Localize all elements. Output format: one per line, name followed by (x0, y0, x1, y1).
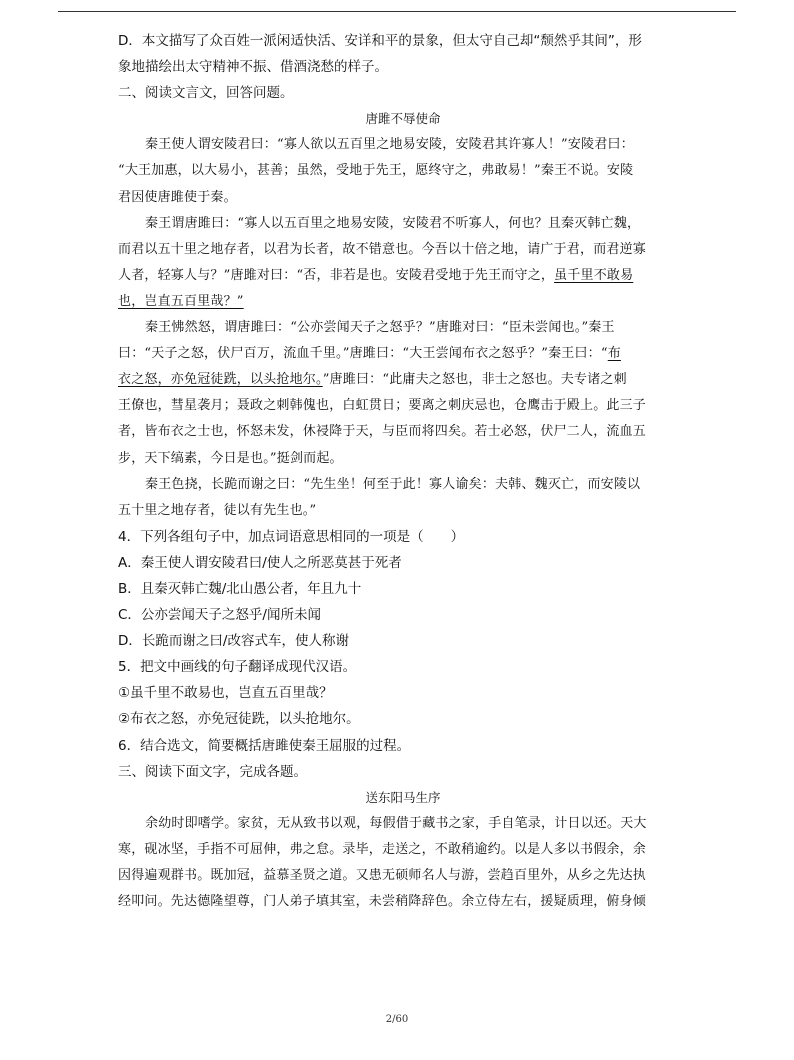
passage-line: 余幼时即嗜学。家贫，无从致书以观，每假借于藏书之家，手自笔录，计日以还。天大 (145, 815, 647, 831)
header-rule (58, 11, 736, 12)
passage-line: “大王加惠，以大易小，甚善；虽然，受地于先王，愿终守之，弗敢易！”秦王不说。安陵 (118, 163, 634, 179)
passage-line: 秦王谓唐雎曰：“寡人以五百里之地易安陵，安陵君不听寡人，何也？且秦灭韩亡魏， (145, 215, 641, 231)
passage-title: 送东阳马生序 (365, 789, 441, 805)
passage-title: 唐雎不辱使命 (365, 111, 441, 127)
section-heading: 二、阅读文言文，回答问题。 (118, 85, 294, 102)
passage-line: 寒，砚冰坚，手指不可屈伸，弗之怠。录毕，走送之，不敢稍逾约。以是人多以书假余，余 (118, 841, 647, 857)
question-4: 4．下列各组句子中，加点词语意思相同的一项是（ ） (118, 528, 465, 545)
passage-text: 人者，轻寡人与？”唐雎对曰：“否，非若是也。安陵君受地于先王而守之， (118, 267, 555, 283)
page-number: 2/60 (385, 1014, 409, 1025)
underlined-sentence: 衣之怒，亦免冠徒跣，以头抢地尔。 (118, 372, 323, 388)
passage-line: 秦王使人谓安陵君曰：“寡人欲以五百里之地易安陵，安陵君其许寡人！”安陵君曰： (145, 137, 634, 153)
question-6: 6．结合选文，简要概括唐雎使秦王屈服的过程。 (118, 737, 411, 754)
passage-text: ”唐雎曰：“此庸夫之怒也，非士之怒也。夫专诸之刺 (322, 372, 627, 388)
passage-line: 因得遍观群书。既加冠，益慕圣贤之道。又患无硕师名人与游，尝趋百里外，从乡之先达执 (118, 868, 647, 883)
passage-line (118, 263, 688, 289)
underlined-sentence: 虽千里不敢易 (554, 267, 634, 283)
passage-line: 君因使唐雎使于秦。 (118, 189, 237, 205)
passage-text: 曰：“天子之怒，伏尸百万，流血千里。”唐雎曰：“大王尝闻布衣之怒乎？”秦王曰：“ (118, 346, 608, 362)
passage-line: 王僚也，彗星袭月；聂政之刺韩傀也，白虹贯日；要离之刺庆忌也，仓鹰击于殿上。此三子 (118, 398, 647, 414)
question-option: A．秦王使人谓安陵君曰/使人之所恶莫甚于死者 (118, 554, 402, 571)
option-d-line: D．本文描写了众百姓一派闲适快活、安详和平的景象，但太守自己却“颓然乎其间”，形 (118, 33, 642, 49)
underlined-sentence: 也，岂直五百里哉？” (118, 293, 244, 309)
passage-line: 经叩问。先达德隆望尊，门人弟子填其室，未尝稍降辞色。余立侍左右，援疑质理，俯身倾 (118, 894, 647, 910)
option-d-line: 象地描绘出太守精神不振、借酒浇愁的样子。 (118, 59, 388, 76)
document-body (118, 28, 688, 915)
underlined-sentence: 布 (607, 346, 621, 362)
question-option: C．公亦尝闻天子之怒乎/闻所未闻 (118, 607, 321, 624)
question-option: B．且秦灭韩亡魏/北山愚公者，年且九十 (118, 580, 362, 597)
passage-line: 秦王色挠，长跪而谢之曰：“先生坐！何至于此！寡人谕矣：夫韩、魏灭亡，而安陵以 (145, 476, 641, 492)
passage-line: 秦王怫然怒，谓唐雎曰：“公亦尝闻天子之怒乎？”唐雎对曰：“臣未尝闻也。”秦王 (145, 320, 615, 336)
passage-line (118, 341, 688, 367)
question-5-item: ①虽千里不敢易也，岂直五百里哉？ (118, 685, 333, 702)
passage-line: 五十里之地存者，徒以有先生也。” (118, 502, 317, 518)
question-5-item: ②布衣之怒，亦免冠徒跣，以头抢地尔。 (118, 711, 360, 728)
passage-line (118, 367, 688, 393)
section-heading: 三、阅读下面文字，完成各题。 (118, 763, 307, 780)
question-5: 5．把文中画线的句子翻译成现代汉语。 (118, 659, 357, 676)
passage-line: 步，天下缟素，今日是也。”挺剑而起。 (118, 450, 343, 466)
passage-line: 而君以五十里之地存者，以君为长者，故不错意也。今吾以十倍之地，请广于君，而君逆寡 (118, 241, 647, 257)
question-option: D．长跪而谢之曰/改容式车，使人称谢 (118, 633, 349, 650)
passage-line (118, 289, 688, 315)
passage-line: 者，皆布衣之士也，怀怒未发，休祲降于天，与臣而将四矣。若士必怒，伏尸二人，流血五 (118, 424, 647, 440)
